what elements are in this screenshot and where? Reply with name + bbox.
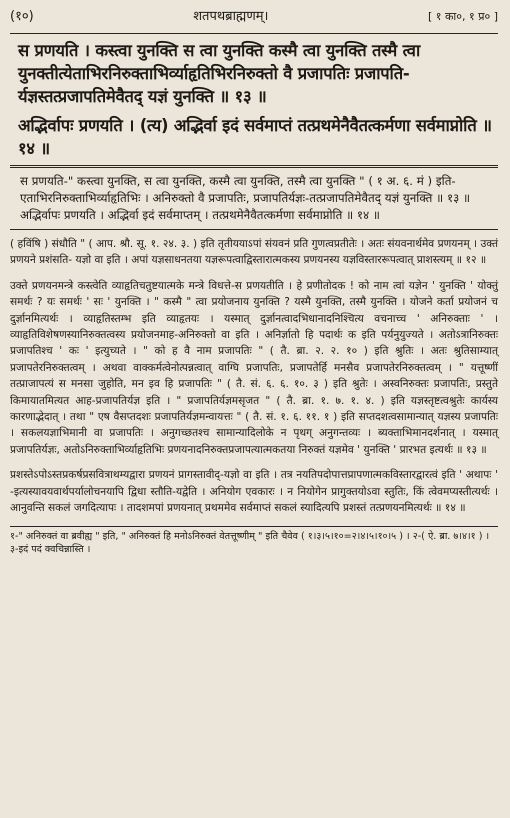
- header-divider: [10, 33, 498, 34]
- padapatha-14: अद्भिर्वापः प्रणयति । अद्भिर्वा इदं सर्वमाप्तम् । तत्प्रथमेनैवैतत्कर्मणा सर्वमाप्नोति ॥ १४ ॥: [20, 208, 380, 222]
- commentary-para-13: उक्ते प्रणयनमन्त्रे कस्त्वेति व्याहृतिचतुष्टयात्मके मन्त्रे विधत्ते-स प्रणयतीति । हे प्रणीतोदक ! को नाम त्वां यज्ञेन ' युनक्ति ' योक्तुं समर्थः ? यः समर्थः ' सः ' युनक्ति । " कस्मै " त्वा प्रयोजनाय युनक्ति ? यस्मै युनक्ति, तस्मै युनक्ति । योजने कर्ता प्रयोजनं च दुर्ज्ञानमित्यर्थः । व्याहृतिस्तम्भ इति व्याहृतयः । यस्मात् दुर्ज्ञानत्वादभिधानादनिश्चित्य वचनाच्च ' अनिरुक्ताः ' । व्याहृतिविशेषणस्यानिरुक्तत्वस्य प्रयोजनमाह-अनिरुक्तो वा इति । अनिर्ज्ञातो हि पदार्थः क इति पर्यनुयुज्यते । अतोऽत्रानिरुक्तः प्रजापतिश्च ' कः ' इत्युच्यते । " को ह वै नाम प्रजापतिः " ( तै. ब्रा. २. २. १० ) इति श्रुतिः । अतः श्रुतिसाम्यात् प्रजापतेरनिरुक्तत्वम् । अथवा वाक्कर्मत्वेनोत्पन्नत्वात् वाग्घि प्रजापतिः, प्रजापतेर्हि मनसैव प्रजापतेरनिरुक्तत्वम् । " यत्तूष्णीं तत्प्राजापत्यं स मनसा जुहोति, मन इव हि प्रजापतिः " ( तै. सं. ६. ६. १०. ३ ) इति श्रुतेः । अस्वनिरुक्तः प्रजापतिः, प्रस्तुते किमायातमित्यत आह-प्रजापतिर्यज्ञ इति । " प्रजापतिर्यज्ञमसृजत " ( तै. ब्रा. १. ७. १. ४. ) इति यज्ञस्तृष्टत्वश्रुतेः कार्यस्य कारणाद्भेदात् । तथा " एष वैसप्तदशः प्रजापतिर्यज्ञमन्वायत्तः " ( तै. सं. १. ६. ११. १ ) इति सप्तदशत्वसामान्यात् यज्ञस्य प्रजापतिः । सकलयज्ञाभिमानी वा प्रजापतिः । अनुगच्छतश्च सामान्यादिलोके न पृथग् अनुगन्तव्यः । ब्यक्ताभिमानदर्शनात् । यस्मात् प्रजापतिर्यज्ञः, अतोऽनिरुक्ताभिर्व्याहृतिभिः प्रणयनादनिरुक्तप्रजापत्यात्मकतया निरुक्तं यज्ञमेव ' युनक्ति ' प्रारभत इत्यर्थः ॥ १३ ॥: [10, 279, 498, 456]
- running-title: शतपथब्राह्मणम्।: [193, 9, 269, 24]
- commentary-para-14: प्रशस्तेऽपोऽस्तप्रकर्षप्रसवित्राथम्यद्वारा प्रणयनं प्रागस्तावीद्-यज्ञो वा इति । तत्र नयतिपदोपात्तप्रापणात्मकविस्तारद्वारत्वं इति ' अथापः ' -इत्यस्यावयवार्थपर्यालोचनयापि द्विधा स्तौति-यद्वेति । अनियोग एवकारः । न नियोगेन प्रागुक्तयोऽवा स्तुतिः, किं त्वेवमप्यस्तीत्यर्थः । आनुवन्ति सकलं जगदित्यापः । तादशमपां प्रणयनात् प्रथममेव सर्वमाप्तं सकलं स्यादित्यपि प्रशस्तं तत्प्रणयनमित्यर्थः ॥ १४ ॥: [10, 469, 498, 515]
- mantra-divider: [10, 165, 498, 168]
- padapatha-13: स प्रणयति-" कस्त्वा युनक्ति, स त्वा युनक्ति, कस्मै त्वा युनक्ति, तस्मै त्वा युनक्ति " ( १ अ. ६. मं ) इति-एताभिरनिरुक्ताभिर्व्याहृतिभिः । अनिरुक्तो वै प्रजापतिः, प्रजापतिर्यज्ञः-तत्प्रजापतिमेवैतद् यज्ञं युनक्ति ॥ १३ ॥: [20, 174, 471, 205]
- mantra-14: अद्भिर्वापः प्रणयति । (त्य) अद्भिर्वा इदं सर्वमाप्तं तत्प्रथमेनैवैतत्कर्मणा सर्वमाप्नोति ॥ १४ ॥: [18, 116, 492, 158]
- page-header: [10, 6, 498, 28]
- section-reference: [ १ का०, १ प्र० ]: [427, 10, 498, 23]
- footnote-text: १-" अनिरुक्तं वा ब्रवीह्य " इति, " अनिरुक्तं हि मनोऽनिरुक्तं वेतत्तूष्णीम् " इति चैवेव ( १।३।५।१०=२।४।५।१०।५ ) । २-( ऐ. ब्रा. ७।४।१ ) । ३-इदं पदं क्वचिन्नास्ति ।: [10, 530, 490, 555]
- padapatha-block: [20, 173, 498, 224]
- mantra-text-block: [18, 39, 498, 160]
- pada-divider: [10, 229, 498, 230]
- mantra-13: स प्रणयति । कस्त्वा युनक्ति स त्वा युनक्ति कस्मै त्वा युनक्ति तस्मै त्वा युनक्तीत्येताभिरनिरुक्ताभिर्व्याहृतिभिरनिरुक्तो वै प्रजापतिः प्रजापति-र्यज्ञस्तत्प्रजापतिमेवैतद् यज्ञं युनक्ति ॥ १३ ॥: [18, 41, 421, 106]
- commentary-block: [10, 236, 498, 517]
- commentary-para-12: ( हविंषि ) संधौति " ( आप. श्रौ. सू. १. २४. ३. ) इति तृतीययाऽपां संयवनं प्रति गुणत्वप्रतीतेः । अतः संयवनार्थमेव प्रणयनम् । उक्तं प्रणयने प्रशंसति- यज्ञो वा इति । अपां यज्ञसाधनतया यज्ञरूपत्वाद्विस्तारात्मकस्य प्रणयनस्य यज्ञविस्ताररूपत्वात् प्राशस्त्यम् ॥ १२ ॥: [10, 238, 499, 267]
- footnotes: [10, 526, 498, 556]
- page-number: (१०): [10, 9, 34, 24]
